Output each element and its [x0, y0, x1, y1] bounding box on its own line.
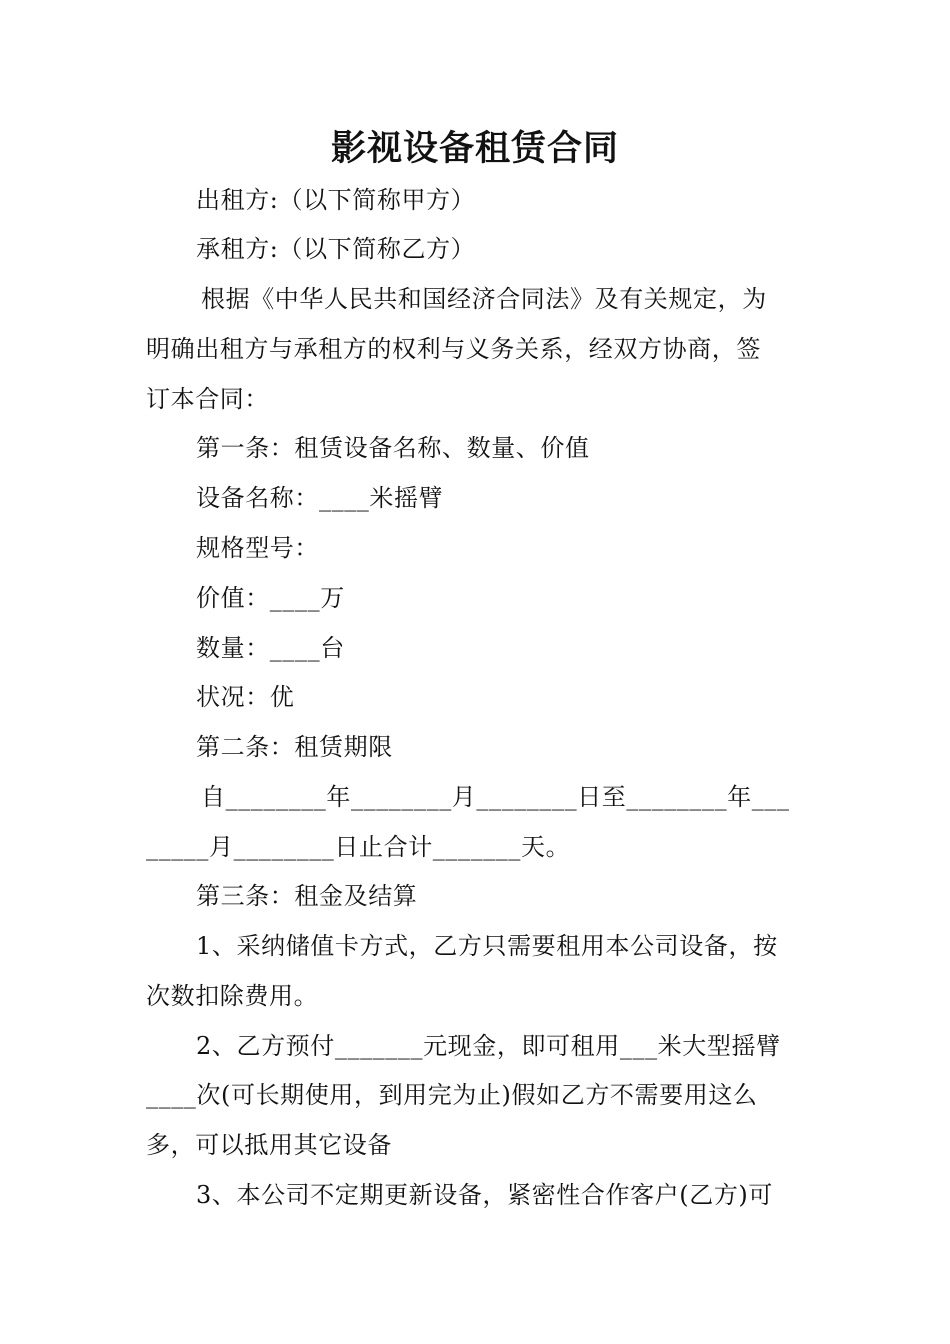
value-line: 价值：____万: [196, 584, 345, 612]
preamble-line-2: 明确出租方与承租方的权利与义务关系，经双方协商，签: [146, 335, 761, 363]
lease-term-line-1: 自________年________月________日至________年___: [201, 783, 790, 811]
article-2-heading: 第二条：租赁期限: [196, 733, 393, 761]
condition-line: 状况：优: [196, 683, 295, 711]
lease-term-line-2: _____月________日止合计_______天。: [146, 833, 571, 861]
quantity-line: 数量：____台: [196, 634, 345, 662]
equipment-name-line: 设备名称：____米摇臂: [196, 484, 444, 512]
document-title: 影视设备租赁合同: [330, 128, 619, 169]
article-1-heading: 第一条：租赁设备名称、数量、价值: [196, 434, 590, 462]
lessor-line: 出租方:（以下简称甲方）: [196, 186, 476, 214]
preamble-line-3: 订本合同：: [146, 385, 269, 413]
lessee-line: 承租方:（以下简称乙方）: [196, 235, 476, 263]
preamble-line-1: 根据《中华人民共和国经济合同法》及有关规定，为: [201, 285, 767, 313]
clause-1-line-2: 次数扣除费用。: [146, 982, 319, 1010]
article-3-heading: 第三条：租金及结算: [196, 882, 418, 910]
clause-2-line-1: 2、乙方预付_______元现金，即可租用___米大型摇臂: [196, 1032, 781, 1060]
clause-1-line-1: 1、采纳储值卡方式，乙方只需要租用本公司设备，按: [196, 932, 778, 960]
clause-3-line-1: 3、本公司不定期更新设备，紧密性合作客户(乙方)可: [196, 1181, 773, 1209]
clause-2-line-3: 多，可以抵用其它设备: [146, 1131, 392, 1159]
model-spec-line: 规格型号：: [196, 534, 319, 562]
clause-2-line-2: ____次(可长期使用，到用完为止)假如乙方不需要用这么: [146, 1081, 758, 1109]
